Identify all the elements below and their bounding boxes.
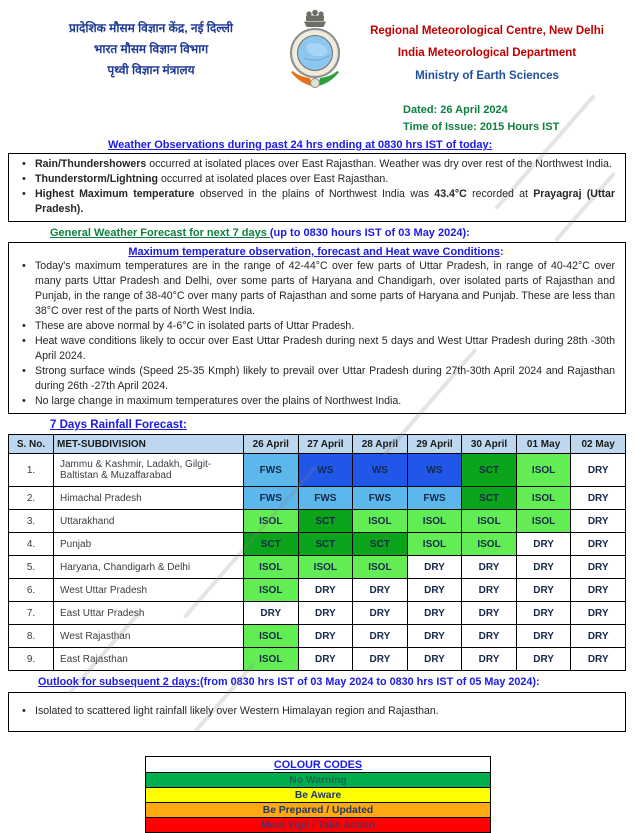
max-temp-list (17, 259, 615, 409)
column-header: 29 April (407, 435, 462, 454)
forecast-code-cell: DRY (353, 579, 408, 602)
forecast-code-cell: SCT (353, 533, 408, 556)
org-hindi-line2: भारत मौसम विज्ञान विभाग (93, 42, 209, 56)
row-serial: 4. (9, 533, 54, 556)
forecast-code-cell: ISOL (244, 579, 299, 602)
forecast-code-cell: SCT (462, 487, 517, 510)
org-english-line3: Ministry of Earth Sciences (415, 69, 559, 82)
max-temp-bullet: • Heat wave conditions likely to occur over East Uttar Pradesh during next 5 days and West Uttar Pradesh during 28th -30th April 2024. (17, 334, 615, 364)
row-serial: 2. (9, 487, 54, 510)
forecast-code-cell: DRY (407, 602, 462, 625)
max-temp-heading (17, 246, 615, 258)
org-hindi-line3: पृथ्वी विज्ञान मंत्रालय (107, 63, 195, 77)
forecast-heading-green: General Weather Forecast for next 7 days (50, 227, 270, 240)
forecast-code-cell: ISOL (516, 454, 571, 487)
forecast-code-cell: ISOL (516, 487, 571, 510)
table-row (9, 602, 626, 625)
forecast-code-cell: DRY (298, 579, 353, 602)
org-english-line2: India Meteorological Department (397, 47, 577, 60)
forecast-code-cell: DRY (407, 556, 462, 579)
forecast-code-cell: FWS (244, 454, 299, 487)
table-row (9, 625, 626, 648)
row-region: West Rajasthan (54, 625, 244, 648)
outlook-box (8, 692, 626, 732)
outlook-heading-rest: (from 0830 hrs IST of 03 May 2024 to 0830 hrs IST of 05 May 2024): (199, 676, 540, 689)
column-header: 30 April (462, 435, 517, 454)
forecast-code-cell: SCT (462, 454, 517, 487)
forecast-code-cell: DRY (571, 579, 626, 602)
forecast-code-cell: DRY (516, 625, 571, 648)
max-temp-box (8, 242, 626, 414)
forecast-code-cell: DRY (516, 556, 571, 579)
row-serial: 6. (9, 579, 54, 602)
max-temp-heading-text: Maximum temperature observation, forecast and Heat wave Conditions (128, 246, 500, 259)
colour-codes-rows (146, 772, 490, 832)
forecast-code-cell: FWS (353, 487, 408, 510)
row-region: East Rajasthan (54, 648, 244, 671)
row-serial: 7. (9, 602, 54, 625)
observation-bullet: • Thunderstorm/Lightning occurred at isolated places over East Rajasthan. (17, 172, 615, 187)
forecast-code-cell: ISOL (407, 510, 462, 533)
outlook-heading (38, 676, 634, 688)
forecast-code-cell: SCT (298, 533, 353, 556)
forecast-code-cell: DRY (407, 648, 462, 671)
forecast-code-cell: ISOL (353, 556, 408, 579)
row-serial: 5. (9, 556, 54, 579)
colour-codes-table (145, 756, 491, 833)
org-name-hindi (26, 8, 276, 94)
forecast-code-cell: ISOL (244, 648, 299, 671)
max-temp-bullet: • These are above normal by 4-6°C in isolated parts of Uttar Pradesh. (17, 319, 615, 334)
forecast-heading (50, 227, 634, 239)
max-temp-bullet: • No large change in maximum temperatures over the plains of Northwest India. (17, 394, 615, 409)
forecast-code-cell: FWS (298, 487, 353, 510)
forecast-code-cell: DRY (571, 602, 626, 625)
forecast-code-cell: DRY (516, 602, 571, 625)
time-of-issue-line: Time of Issue: 2015 Hours IST (403, 120, 560, 133)
forecast-code-cell: DRY (571, 487, 626, 510)
forecast-heading-blue: (up to 0830 hours IST of 03 May 2024): (269, 227, 470, 240)
column-header: 28 April (353, 435, 408, 454)
rainfall-heading: 7 Days Rainfall Forecast: (50, 419, 187, 432)
row-serial: 8. (9, 625, 54, 648)
table-header-row (9, 435, 626, 454)
forecast-code-cell: ISOL (244, 510, 299, 533)
observations-heading: Weather Observations during past 24 hrs ending at 0830 hrs IST of today: (108, 139, 493, 151)
forecast-code-cell: WS (298, 454, 353, 487)
forecast-code-cell: DRY (571, 556, 626, 579)
forecast-code-cell: ISOL (244, 625, 299, 648)
forecast-code-cell: ISOL (462, 533, 517, 556)
colour-codes-title: COLOUR CODES (146, 757, 490, 772)
forecast-code-cell: DRY (353, 648, 408, 671)
forecast-code-cell: ISOL (353, 510, 408, 533)
forecast-code-cell: SCT (244, 533, 299, 556)
column-header: 26 April (244, 435, 299, 454)
forecast-code-cell: DRY (353, 625, 408, 648)
row-region: Jammu & Kashmir, Ladakh, Gilgit-Baltistan & Muzaffarabad (54, 454, 244, 487)
forecast-code-cell: ISOL (462, 510, 517, 533)
row-serial: 3. (9, 510, 54, 533)
table-row (9, 579, 626, 602)
column-header: S. No. (9, 435, 54, 454)
row-region: Uttarakhand (54, 510, 244, 533)
observations-list (17, 157, 615, 217)
table-row (9, 510, 626, 533)
forecast-code-cell: FWS (244, 487, 299, 510)
max-temp-heading-colon: : (499, 246, 504, 259)
table-row (9, 556, 626, 579)
forecast-code-cell: DRY (462, 648, 517, 671)
forecast-code-cell: DRY (298, 625, 353, 648)
row-serial: 1. (9, 454, 54, 487)
forecast-code-cell: SCT (298, 510, 353, 533)
forecast-code-cell: DRY (407, 579, 462, 602)
max-temp-bullet: • Strong surface winds (Speed 25-35 Kmph) likely to prevail over Uttar Pradesh during 27th-30th April 2024 and Rajasthan during 26th -27th April 2024. (17, 364, 615, 394)
outlook-bullet: • Isolated to scattered light rainfall likely over Western Himalayan region and Rajasthan. (17, 704, 615, 719)
forecast-code-cell: DRY (462, 625, 517, 648)
row-region: East Uttar Pradesh (54, 602, 244, 625)
forecast-code-cell: FWS (407, 487, 462, 510)
max-temp-bullet: • Today's maximum temperatures are in the range of 42-44°C over few parts of Uttar Pradesh, in range of 40-42°C over many parts Uttar Pradesh and Delhi, over some parts of Haryana and Chandigarh, over isolated parts of Rajasthan and Punjab, in the range of 38-40°C over many parts of Rajasthan and some parts of Haryana and Punjab. These are less than 38°C over rest of the parts of North West India. (17, 259, 615, 319)
forecast-code-cell: DRY (462, 556, 517, 579)
forecast-code-cell: WS (407, 454, 462, 487)
table-row (9, 648, 626, 671)
forecast-code-cell: DRY (516, 648, 571, 671)
forecast-code-cell: DRY (516, 579, 571, 602)
org-hindi-line1: प्रादेशिक मौसम विज्ञान केंद्र, नई दिल्ली (69, 21, 233, 35)
dated-line: Dated: 26 April 2024 (403, 104, 508, 116)
forecast-code-cell: ISOL (407, 533, 462, 556)
forecast-code-cell: DRY (353, 602, 408, 625)
observations-box (8, 153, 626, 222)
column-header: 27 April (298, 435, 353, 454)
forecast-code-cell: DRY (571, 625, 626, 648)
letterhead (0, 0, 634, 94)
forecast-code-cell: DRY (571, 510, 626, 533)
org-english-line1: Regional Meteorological Centre, New Delhi (370, 25, 604, 37)
forecast-code-cell: ISOL (516, 510, 571, 533)
forecast-code-cell: DRY (298, 648, 353, 671)
table-row (9, 487, 626, 510)
row-region: Himachal Pradesh (54, 487, 244, 510)
table-row (9, 454, 626, 487)
imd-logo (276, 8, 354, 94)
forecast-code-cell: DRY (516, 533, 571, 556)
outlook-heading-underlined: Outlook for subsequent 2 days: (38, 676, 200, 689)
row-region: West Uttar Pradesh (54, 579, 244, 602)
colour-code-row: Be Aware (146, 787, 490, 802)
issue-info (403, 102, 634, 135)
observation-bullet: • Highest Maximum temperature observed in the plains of Northwest India was 43.4°C recorded at Prayagraj (Uttar Pradesh). (17, 187, 615, 217)
row-region: Punjab (54, 533, 244, 556)
row-region: Haryana, Chandigarh & Delhi (54, 556, 244, 579)
column-header: 02 May (571, 435, 626, 454)
row-serial: 9. (9, 648, 54, 671)
imd-emblem-icon (286, 8, 344, 94)
forecast-code-cell: DRY (571, 533, 626, 556)
table-row (9, 533, 626, 556)
forecast-code-cell: DRY (462, 579, 517, 602)
forecast-code-cell: DRY (571, 454, 626, 487)
rainfall-forecast-table (8, 434, 626, 671)
column-header: 01 May (516, 435, 571, 454)
colour-code-row: Most Vigil / Take Action (146, 817, 490, 832)
forecast-code-cell: DRY (244, 602, 299, 625)
forecast-code-cell: DRY (407, 625, 462, 648)
forecast-code-cell: ISOL (244, 556, 299, 579)
forecast-code-cell: WS (353, 454, 408, 487)
forecast-code-cell: DRY (298, 602, 353, 625)
colour-code-row: No Warning (146, 772, 490, 787)
forecast-code-cell: DRY (571, 648, 626, 671)
observation-bullet: • Rain/Thundershowers occurred at isolated places over East Rajasthan. Weather was dry over rest of the Northwest India. (17, 157, 615, 172)
colour-code-row: Be Prepared / Updated (146, 802, 490, 817)
column-header: MET-SUBDIVISION (54, 435, 244, 454)
forecast-code-cell: DRY (462, 602, 517, 625)
forecast-code-cell: ISOL (298, 556, 353, 579)
org-name-english (354, 8, 620, 94)
